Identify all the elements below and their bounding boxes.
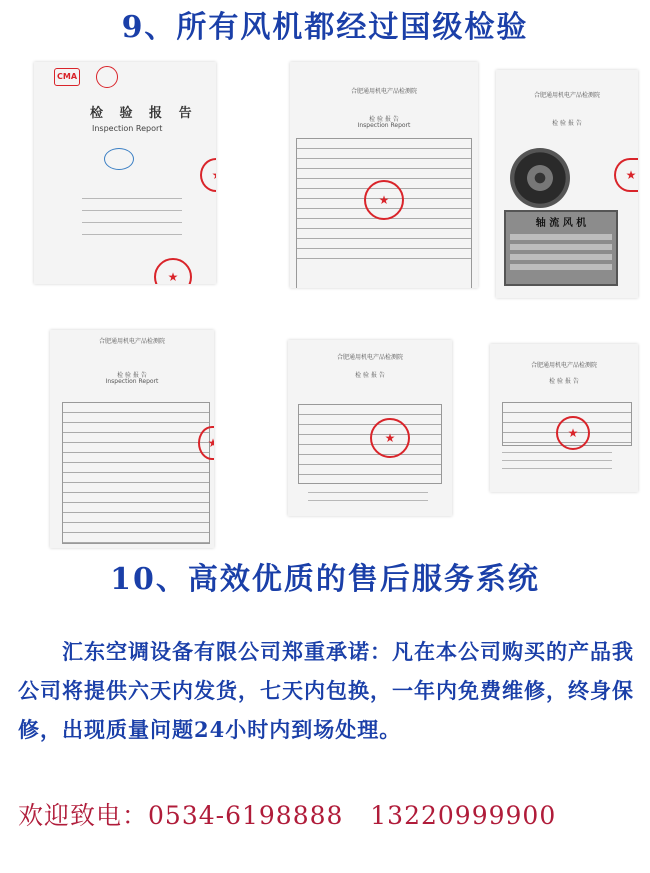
inspection-report-image-6 (490, 344, 638, 492)
inspection-report-image-4 (50, 330, 214, 548)
report-header: 合肥通用机电产品检测院 (98, 338, 165, 345)
report-title: 检 验 报 告 (355, 372, 385, 379)
red-seal-edge (200, 158, 216, 192)
report-header: 合肥通用机电产品检测院 (533, 92, 600, 99)
certification-logo (96, 66, 118, 88)
report-title: 检 验 报 告 (549, 378, 579, 385)
report-title: 检 验 报 告 (552, 120, 582, 127)
report-title: 检 验 报 告 (117, 372, 147, 379)
section-heading-inspection: 9、所有风机都经过国级检验 (121, 10, 529, 45)
report-title: 检 验 报 告 (90, 106, 198, 121)
report-subtitle: Inspection Report (357, 122, 411, 129)
lab-logo (104, 148, 134, 170)
section-heading-after-sales: 10、高效优质的售后服务系统 (110, 562, 540, 597)
red-seal (154, 258, 192, 284)
report-header: 合肥通用机电产品检测院 (530, 362, 597, 369)
contact-label: 欢迎致电： (18, 801, 149, 830)
mobile-number: 13220999900 (370, 801, 557, 830)
service-promise-text: 汇东空调设备有限公司郑重承诺：凡在本公司购买的产品我公司将提供六天内发货，七天内包换，一年内免费维修，终身保修，出现质量问题24小时内到场处理。 (18, 639, 634, 742)
red-seal (370, 418, 410, 458)
inspection-report-image-1 (34, 62, 216, 284)
service-promise-paragraph (18, 632, 636, 749)
cma-logo: CMA (54, 68, 80, 86)
phone-number: 0534-6198888 (148, 801, 344, 830)
report-header: 合肥通用机电产品检测院 (350, 88, 417, 95)
contact-line (18, 796, 638, 832)
nameplate-text: 轴 流 风 机 (535, 218, 587, 229)
report-title: 检 验 报 告 (369, 116, 399, 123)
red-seal (556, 416, 590, 450)
nameplate-photo (504, 210, 618, 286)
inspection-report-image-3 (496, 70, 638, 298)
inspection-report-image-5 (288, 340, 452, 516)
red-seal (364, 180, 404, 220)
red-seal-edge (614, 158, 638, 192)
inspection-report-image-2 (290, 62, 478, 288)
report-subtitle: Inspection Report (105, 378, 159, 385)
report-header: 合肥通用机电产品检测院 (336, 354, 403, 361)
fan-photo (510, 148, 570, 208)
report-subtitle: Inspection Report (92, 124, 163, 133)
